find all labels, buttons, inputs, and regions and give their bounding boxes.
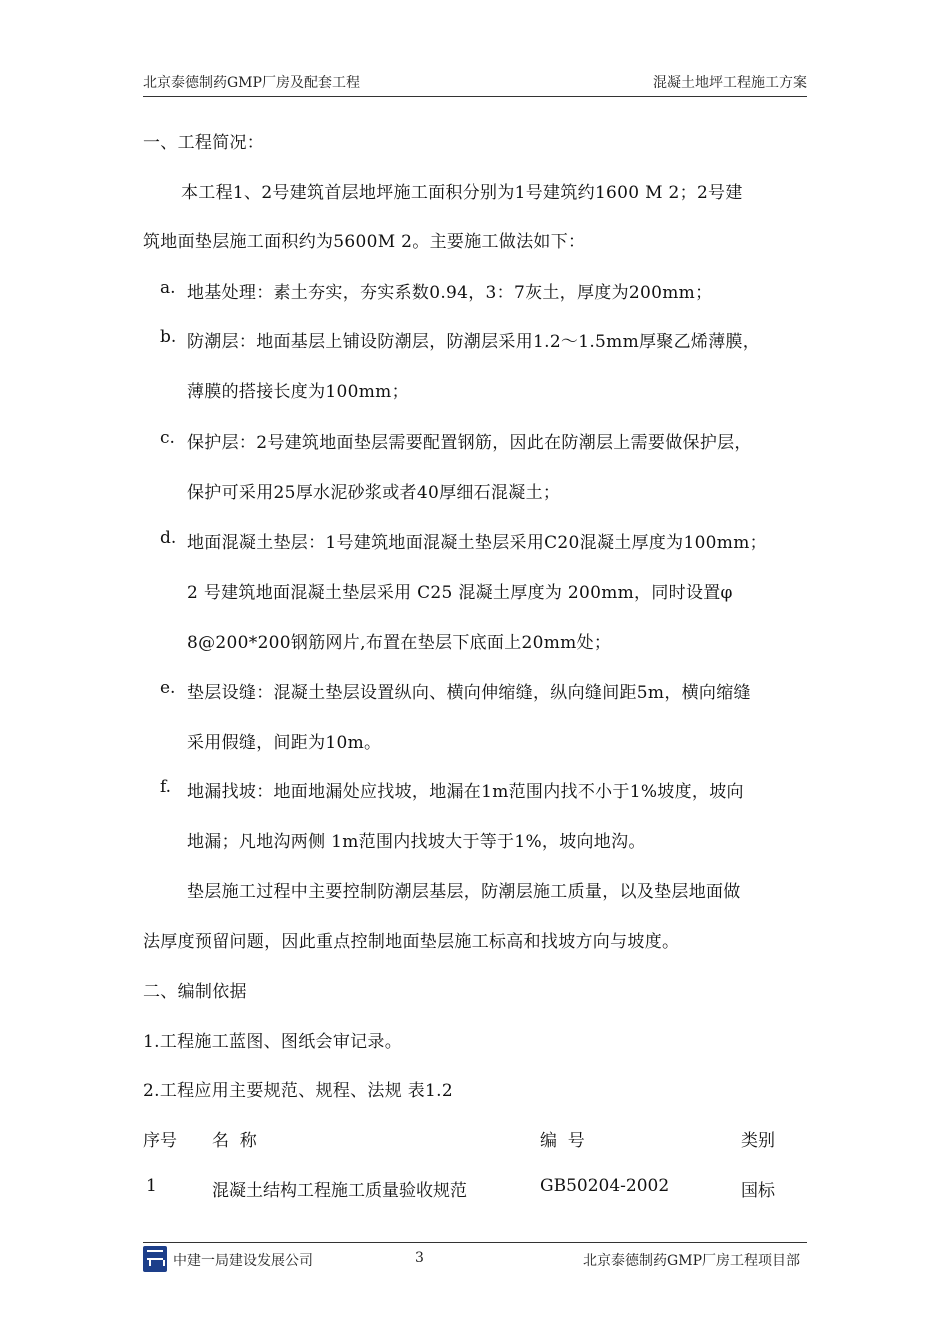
- item-a-line-1: 地基处理：素土夯实，夯实系数0.94，3：7灰土，厚度为200mm；: [187, 283, 713, 303]
- item-d-line-2: 2 号建筑地面混凝土垫层采用 C25 混凝土厚度为 200mm，同时设置φ: [187, 583, 733, 603]
- table-cell-no: 1: [146, 1176, 157, 1196]
- table-cell-name: 混凝土结构工程施工质量验收规范: [212, 1181, 467, 1201]
- footer-page-number: 3: [415, 1250, 424, 1266]
- footer-project: 北京泰德制药GMP厂房工程项目部: [583, 1253, 800, 1269]
- table-header-no: 序号: [143, 1131, 177, 1151]
- header-left: 北京泰德制药GMP厂房及配套工程: [143, 75, 360, 91]
- item-a-mark: a.: [160, 278, 176, 298]
- section-1-title: 一、工程简况：: [143, 133, 265, 153]
- intro-line-1: 本工程1、2号建筑首层地坪施工面积分别为1号建筑约1600 M 2；2号建: [181, 183, 743, 203]
- table-header-name: 名 称: [212, 1131, 257, 1151]
- item-e-line-1: 垫层设缝：混凝土垫层设置纵向、横向伸缩缝，纵向缝间距5m，横向缩缝: [187, 683, 751, 703]
- item-c-mark: c.: [160, 428, 175, 448]
- summary-line-1: 垫层施工过程中主要控制防潮层基层，防潮层施工质量，以及垫层地面做: [187, 882, 741, 902]
- basis-item-2: 2.工程应用主要规范、规程、法规 表1.2: [143, 1081, 453, 1101]
- intro-line-2: 筑地面垫层施工面积约为5600M 2。主要施工做法如下：: [143, 232, 586, 252]
- item-c-line-2: 保护可采用25厚水泥砂浆或者40厚细石混凝土；: [187, 483, 561, 503]
- header-rule: [143, 96, 807, 97]
- summary-line-2: 法厚度预留问题，因此重点控制地面垫层施工标高和找坡方向与坡度。: [143, 932, 680, 952]
- basis-item-1: 1.工程施工蓝图、图纸会审记录。: [143, 1032, 403, 1052]
- table-header-category: 类别: [741, 1131, 775, 1151]
- item-e-line-2: 采用假缝，间距为10m。: [187, 733, 382, 753]
- item-d-line-3: 8@200*200钢筋网片,布置在垫层下底面上20mm处；: [187, 633, 612, 653]
- table-cell-code: GB50204-2002: [540, 1176, 670, 1196]
- header-right: 混凝土地坪工程施工方案: [653, 75, 807, 91]
- item-c-line-1: 保护层：2号建筑地面垫层需要配置钢筋，因此在防潮层上需要做保护层，: [187, 433, 752, 453]
- item-e-mark: e.: [160, 678, 176, 698]
- company-logo-icon: [143, 1246, 167, 1272]
- footer-company: 中建一局建设发展公司: [173, 1253, 313, 1269]
- table-header-code: 编 号: [540, 1131, 585, 1151]
- footer-rule: [143, 1242, 807, 1243]
- item-f-line-1: 地漏找坡：地面地漏处应找坡，地漏在1m范围内找不小于1%坡度，坡向: [187, 782, 744, 802]
- item-b-mark: b.: [160, 327, 177, 347]
- item-d-line-1: 地面混凝土垫层：1号建筑地面混凝土垫层采用C20混凝土厚度为100mm；: [187, 533, 767, 553]
- section-2-title: 二、编制依据: [143, 982, 247, 1002]
- item-b-line-1: 防潮层：地面基层上铺设防潮层，防潮层采用1.2～1.5mm厚聚乙烯薄膜，: [187, 332, 761, 352]
- table-cell-category: 国标: [741, 1181, 775, 1201]
- item-b-line-2: 薄膜的搭接长度为100mm；: [187, 382, 409, 402]
- item-f-mark: f.: [160, 777, 172, 797]
- item-d-mark: d.: [160, 528, 177, 548]
- item-f-line-2: 地漏；凡地沟两侧 1m范围内找坡大于等于1%，坡向地沟。: [187, 832, 646, 852]
